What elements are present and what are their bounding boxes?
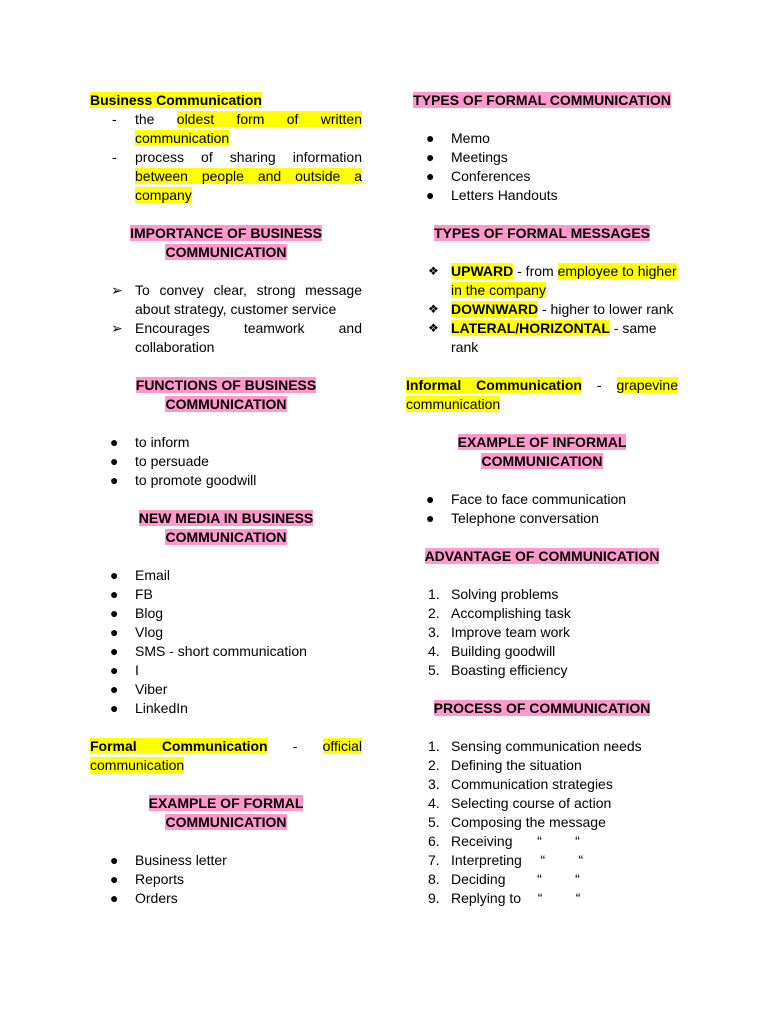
list-item: 3. Communication strategies xyxy=(428,776,613,792)
list-item: 4. Building goodwill xyxy=(428,643,556,659)
list-item: ● SMS - short communication xyxy=(110,643,307,659)
list-item: - process of sharing information between people and outside a company xyxy=(112,149,362,203)
list-item: 6. Receiving “ “ xyxy=(428,833,580,849)
list-item: ● to persuade xyxy=(110,453,209,469)
dash-marker: - xyxy=(112,111,117,127)
list-item: ● Reports xyxy=(110,871,185,887)
list-item: ● Conferences xyxy=(426,168,531,184)
list-item: ➢ To convey clear, strong message about strategy, customer service xyxy=(111,282,362,317)
list-item: ● Business letter xyxy=(110,852,227,868)
list-item: ● Face to face communication xyxy=(426,491,627,507)
list-item: 4. Selecting course of action xyxy=(428,795,612,811)
bullet-icon: ● xyxy=(426,130,435,146)
list-item: ❖ UPWARD - from employee to higher in the company xyxy=(428,263,677,298)
left-column xyxy=(90,91,362,908)
bullet-icon: ● xyxy=(110,643,119,659)
new-media-heading: NEW MEDIA IN BUSINESS COMMUNICATION xyxy=(138,510,314,545)
informal-communication-definition: Informal Communication - grapevine communication xyxy=(406,377,678,412)
bullet-icon: ● xyxy=(110,624,119,640)
bullet-icon: ● xyxy=(426,510,435,526)
bullet-icon: ● xyxy=(426,491,435,507)
bullet-icon: ● xyxy=(110,453,119,469)
list-item: 5. Boasting efficiency xyxy=(428,662,568,678)
list-item: 3. Improve team work xyxy=(428,624,571,640)
list-item: ● FB xyxy=(110,586,153,602)
bullet-icon: ● xyxy=(426,187,435,203)
list-item: - the oldest form of written communication xyxy=(112,111,362,146)
arrow-bullet-icon: ➢ xyxy=(111,282,123,298)
bullet-icon: ● xyxy=(110,567,119,583)
bullet-icon: ● xyxy=(110,700,119,716)
diamond-bullet-icon: ❖ xyxy=(428,264,439,278)
bullet-icon: ● xyxy=(110,852,119,868)
dash-marker: - xyxy=(112,149,117,165)
list-item: ● I xyxy=(110,662,139,678)
list-item: 9. Replying to “ “ xyxy=(428,890,581,906)
list-item: 2. Accomplishing task xyxy=(428,605,571,621)
list-item: ● LinkedIn xyxy=(110,700,188,716)
right-column xyxy=(406,91,678,908)
list-item: ● Viber xyxy=(110,681,168,697)
list-item: ● to inform xyxy=(110,434,190,450)
bullet-icon: ● xyxy=(110,890,119,906)
list-item: 2. Defining the situation xyxy=(428,757,582,773)
types-formal-messages-heading: TYPES OF FORMAL MESSAGES xyxy=(434,225,650,241)
bullet-icon: ● xyxy=(110,586,119,602)
bullet-icon: ● xyxy=(110,472,119,488)
list-item: 5. Composing the message xyxy=(428,814,606,830)
list-item: 1. Sensing communication needs xyxy=(428,738,642,754)
bullet-icon: ● xyxy=(110,434,119,450)
business-communication-title: Business Communication xyxy=(90,92,262,108)
bullet-icon: ● xyxy=(110,662,119,678)
list-item: ● Telephone conversation xyxy=(426,510,599,526)
list-item: ● to promote goodwill xyxy=(110,472,257,488)
arrow-bullet-icon: ➢ xyxy=(111,320,123,336)
formal-communication-definition: Formal Communication - official communication xyxy=(90,738,362,773)
list-item: ❖ DOWNWARD - higher to lower rank xyxy=(428,301,674,317)
list-item: ● Blog xyxy=(110,605,164,621)
list-item: ● Orders xyxy=(110,890,178,906)
list-item: 8. Deciding “ “ xyxy=(428,871,580,887)
list-item: ● Memo xyxy=(426,130,490,146)
example-formal-heading: EXAMPLE OF FORMAL COMMUNICATION xyxy=(148,795,304,830)
bullet-icon: ● xyxy=(110,871,119,887)
advantage-heading: ADVANTAGE OF COMMUNICATION xyxy=(424,548,660,564)
types-formal-communication-heading: TYPES OF FORMAL COMMUNICATION xyxy=(413,92,671,108)
example-informal-heading: EXAMPLE OF INFORMAL COMMUNICATION xyxy=(457,434,627,469)
bullet-icon: ● xyxy=(110,605,119,621)
importance-heading: IMPORTANCE OF BUSINESS COMMUNICATION xyxy=(130,225,322,260)
process-heading: PROCESS OF COMMUNICATION xyxy=(433,700,651,716)
list-item: ❖ LATERAL/HORIZONTAL - same rank xyxy=(428,320,657,355)
functions-heading: FUNCTIONS OF BUSINESS COMMUNICATION xyxy=(135,377,317,412)
list-item: ● Meetings xyxy=(426,149,508,165)
list-item: 7. Interpreting “ “ xyxy=(428,852,584,868)
diamond-bullet-icon: ❖ xyxy=(428,302,439,316)
list-item: ➢ Encourages teamwork and collaboration xyxy=(111,320,362,355)
bullet-icon: ● xyxy=(110,681,119,697)
list-item: ● Email xyxy=(110,567,171,583)
diamond-bullet-icon: ❖ xyxy=(428,321,439,335)
list-item: ● Vlog xyxy=(110,624,164,640)
list-item: 1. Solving problems xyxy=(428,586,559,602)
list-item: ● Letters Handouts xyxy=(426,187,558,203)
bullet-icon: ● xyxy=(426,168,435,184)
bullet-icon: ● xyxy=(426,149,435,165)
